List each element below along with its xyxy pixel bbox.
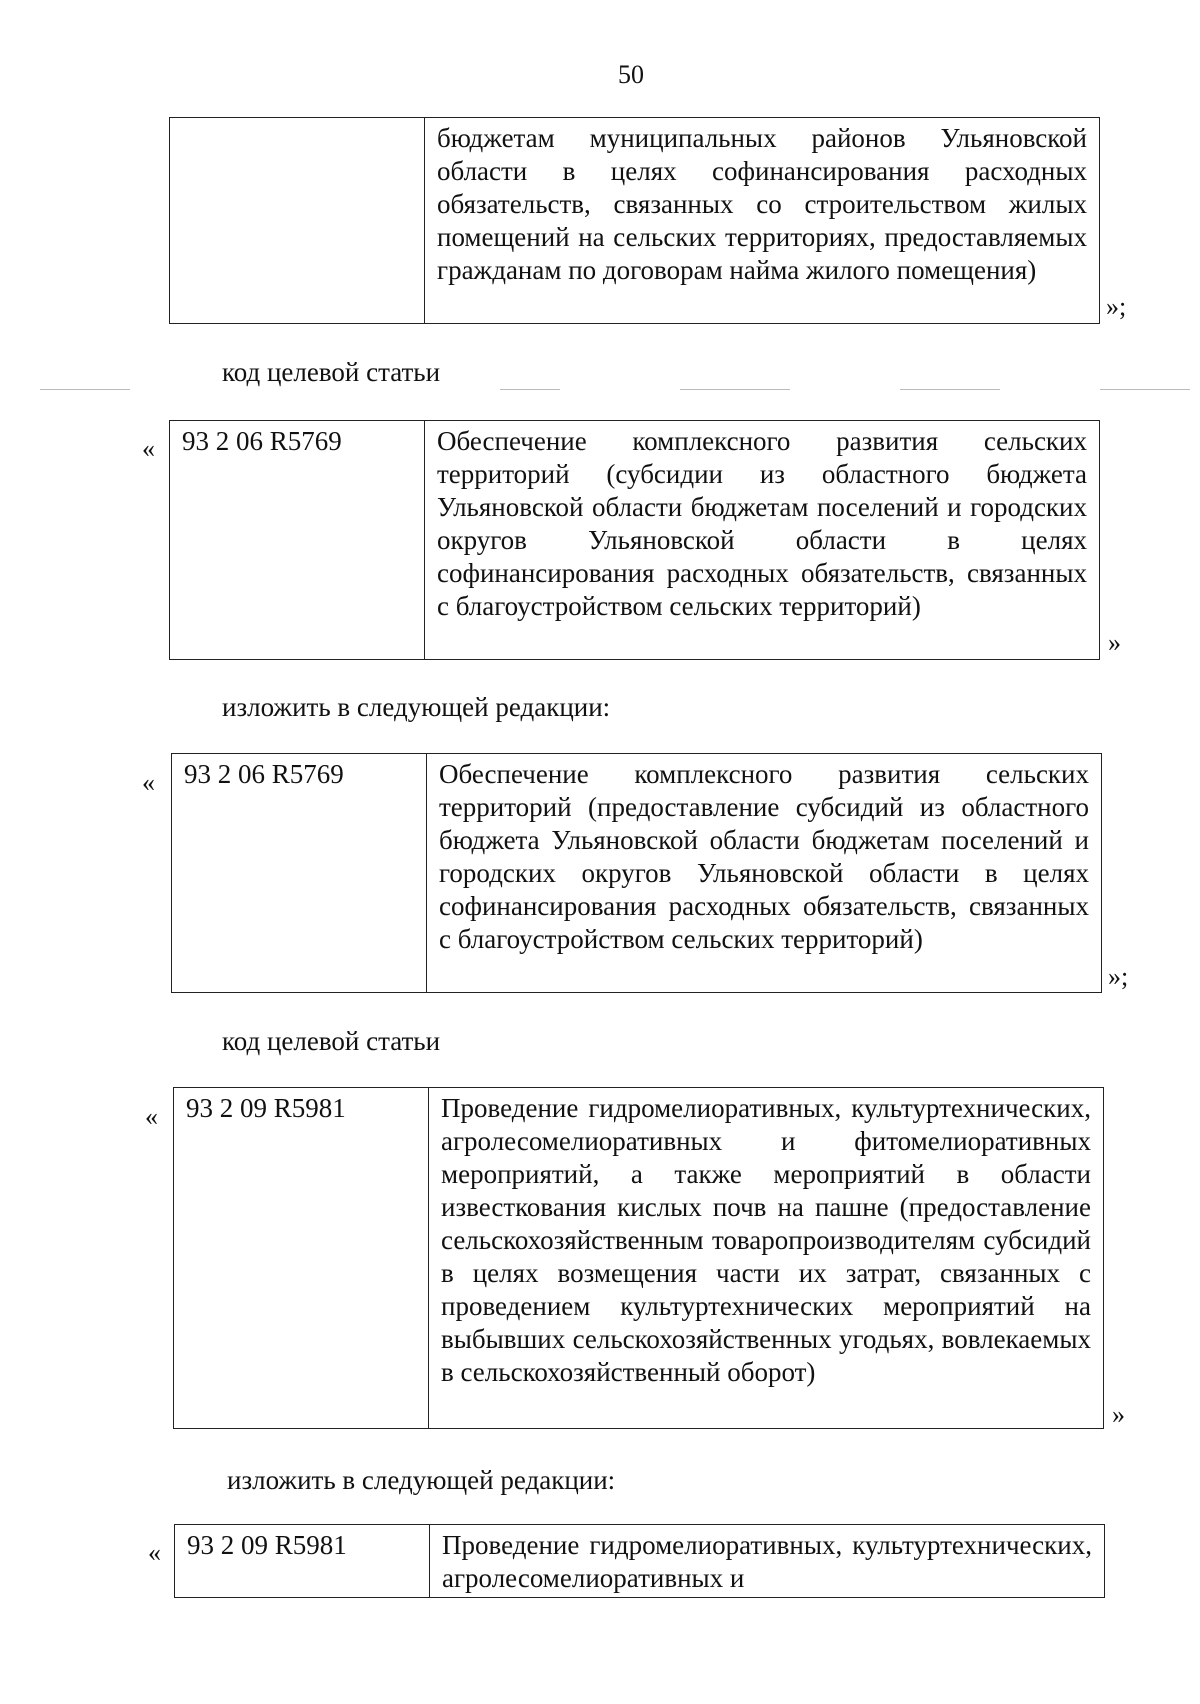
table-row	[175, 1525, 1105, 1598]
code-table-new-r5769	[171, 753, 1102, 993]
scan-mark	[40, 389, 130, 390]
code-cell: 93 2 06 R5769	[172, 754, 427, 993]
open-quote: «	[142, 768, 155, 797]
table-row	[170, 118, 1100, 324]
section-label: изложить в следующей редакции:	[222, 692, 611, 722]
close-quote: »;	[1108, 962, 1129, 991]
open-quote: «	[142, 434, 155, 463]
code-table-continuation	[169, 117, 1100, 324]
code-table-new-r5981	[174, 1524, 1105, 1598]
code-table-old-r5981	[173, 1087, 1104, 1429]
description-cell: Обеспечение комплексного развития сельских территорий (субсидии из областного бюджета Ульяновской области бюджетам поселений и городских округов Ульяновской области в целях софинансирования расходных обязательств, связанных с благоустройством сельских территорий)	[425, 421, 1100, 660]
table-row	[170, 421, 1100, 660]
description-cell: Обеспечение комплексного развития сельских территорий (предоставление субсидий из областного бюджета Ульяновской области бюджетам поселений и городских округов Ульяновской области в целях софинансирования расходных обязательств, связанных с благоустройством сельских территорий)	[427, 754, 1102, 993]
section-label: изложить в следующей редакции:	[227, 1465, 616, 1495]
scan-mark	[500, 389, 560, 390]
code-cell	[170, 118, 425, 324]
description-cell: Проведение гидромелиоративных, культуртехнических, агролесомелиоративных и фитомелиоративных мероприятий, а также мероприятий в области известкования кислых почв на пашне (предоставление сельскохозяйственным товаропроизводителям субсидий в целях возмещения части их затрат, связанных с проведением культуртехнических мероприятий на выбывших сельскохозяйственных угодьях, вовлекаемых в сельскохозяйственный оборот)	[429, 1088, 1104, 1429]
open-quote: «	[145, 1102, 158, 1131]
section-label: код целевой статьи	[222, 357, 441, 387]
code-cell: 93 2 06 R5769	[170, 421, 425, 660]
scan-mark	[900, 389, 1000, 390]
close-quote: »	[1108, 628, 1121, 657]
description-cell: Проведение гидромелиоративных, культуртехнических, агролесомелиоративных и	[430, 1525, 1105, 1598]
page-number: 50	[618, 60, 644, 89]
scan-mark	[680, 389, 790, 390]
table-row	[172, 754, 1102, 993]
open-quote: «	[148, 1538, 161, 1567]
close-quote: »;	[1106, 292, 1127, 321]
scan-mark	[1100, 389, 1190, 390]
close-quote: »	[1112, 1400, 1125, 1429]
code-cell: 93 2 09 R5981	[174, 1088, 429, 1429]
code-table-old-r5769	[169, 420, 1100, 660]
code-cell: 93 2 09 R5981	[175, 1525, 430, 1598]
table-row	[174, 1088, 1104, 1429]
section-label: код целевой статьи	[222, 1026, 441, 1056]
description-cell: бюджетам муниципальных районов Ульяновской области в целях софинансирования расходных обязательств, связанных со строительством жилых помещений на сельских территориях, предоставляемых гражданам по договорам найма жилого помещения)	[425, 118, 1100, 324]
